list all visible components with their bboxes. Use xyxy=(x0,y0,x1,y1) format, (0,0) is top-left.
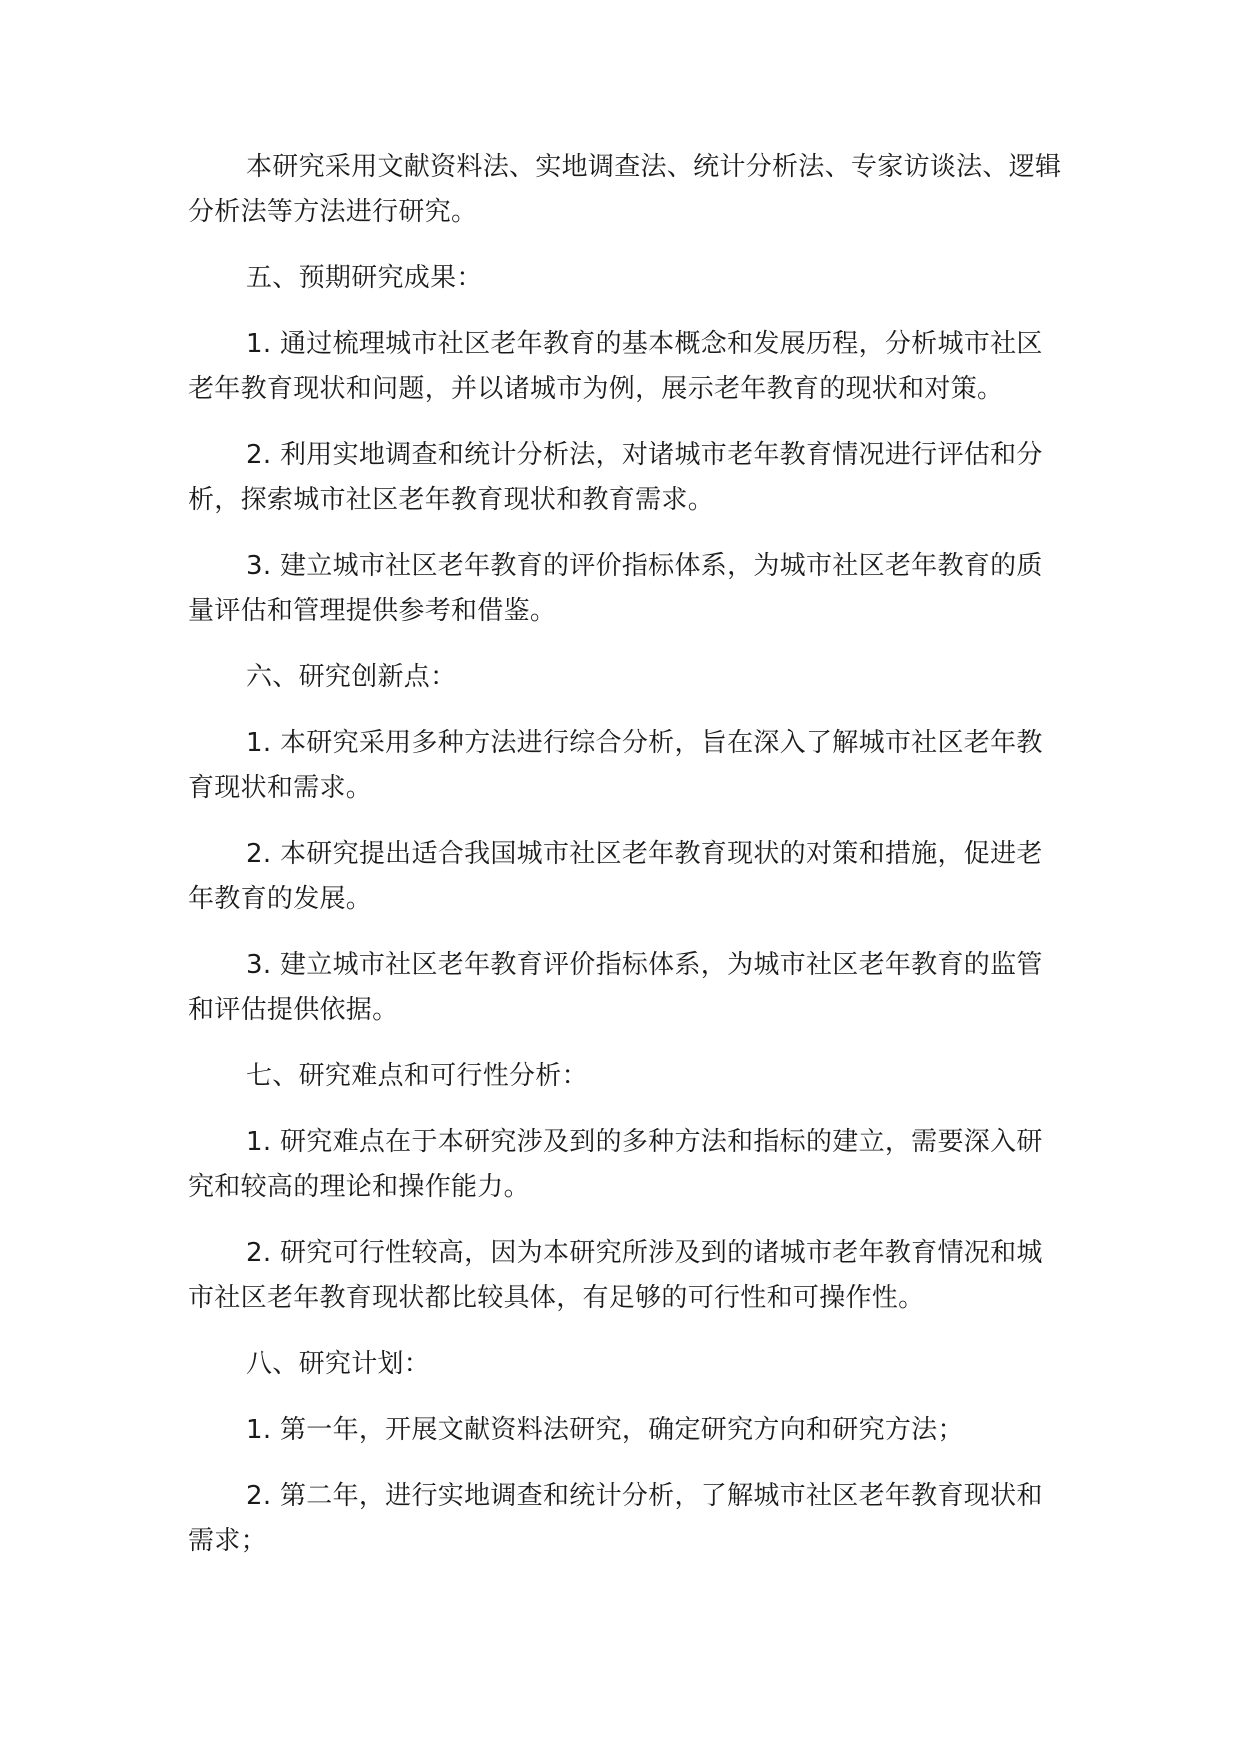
paragraph-result-1: 1. 通过梳理城市社区老年教育的基本概念和发展历程，分析城市社区老年教育现状和问题，并以诸城市为例，展示老年教育的现状和对策。 xyxy=(188,329,1043,404)
heading-innovations: 六、研究创新点： xyxy=(246,662,457,692)
paragraph-plan-1: 1. 第一年，开展文献资料法研究，确定研究方向和研究方法； xyxy=(246,1415,964,1445)
heading-research-plan: 八、研究计划： xyxy=(246,1349,431,1379)
paragraph-difficulty-1: 1. 研究难点在于本研究涉及到的多种方法和指标的建立，需要深入研究和较高的理论和操作能力。 xyxy=(188,1127,1043,1202)
paragraph-innovation-3: 3. 建立城市社区老年教育评价指标体系，为城市社区老年教育的监管和评估提供依据。 xyxy=(188,950,1043,1025)
document-body xyxy=(188,145,1068,1585)
paragraph-result-3: 3. 建立城市社区老年教育的评价指标体系，为城市社区老年教育的质量评估和管理提供参考和借鉴。 xyxy=(188,551,1043,626)
paragraph-innovation-2: 2. 本研究提出适合我国城市社区老年教育现状的对策和措施，促进老年教育的发展。 xyxy=(188,839,1043,914)
paragraph-result-2: 2. 利用实地调查和统计分析法，对诸城市老年教育情况进行评估和分析，探索城市社区老年教育现状和教育需求。 xyxy=(188,440,1043,515)
paragraph-innovation-1: 1. 本研究采用多种方法进行综合分析，旨在深入了解城市社区老年教育现状和需求。 xyxy=(188,728,1043,803)
paragraph-plan-2: 2. 第二年，进行实地调查和统计分析，了解城市社区老年教育现状和需求； xyxy=(188,1481,1043,1556)
heading-expected-results: 五、预期研究成果： xyxy=(246,263,483,293)
paragraph-feasibility-2: 2. 研究可行性较高，因为本研究所涉及到的诸城市老年教育情况和城市社区老年教育现状都比较具体，有足够的可行性和可操作性。 xyxy=(188,1238,1043,1313)
heading-difficulties-feasibility: 七、研究难点和可行性分析： xyxy=(246,1061,588,1091)
paragraph-methods: 本研究采用文献资料法、实地调查法、统计分析法、专家访谈法、逻辑分析法等方法进行研究。 xyxy=(188,152,1062,227)
